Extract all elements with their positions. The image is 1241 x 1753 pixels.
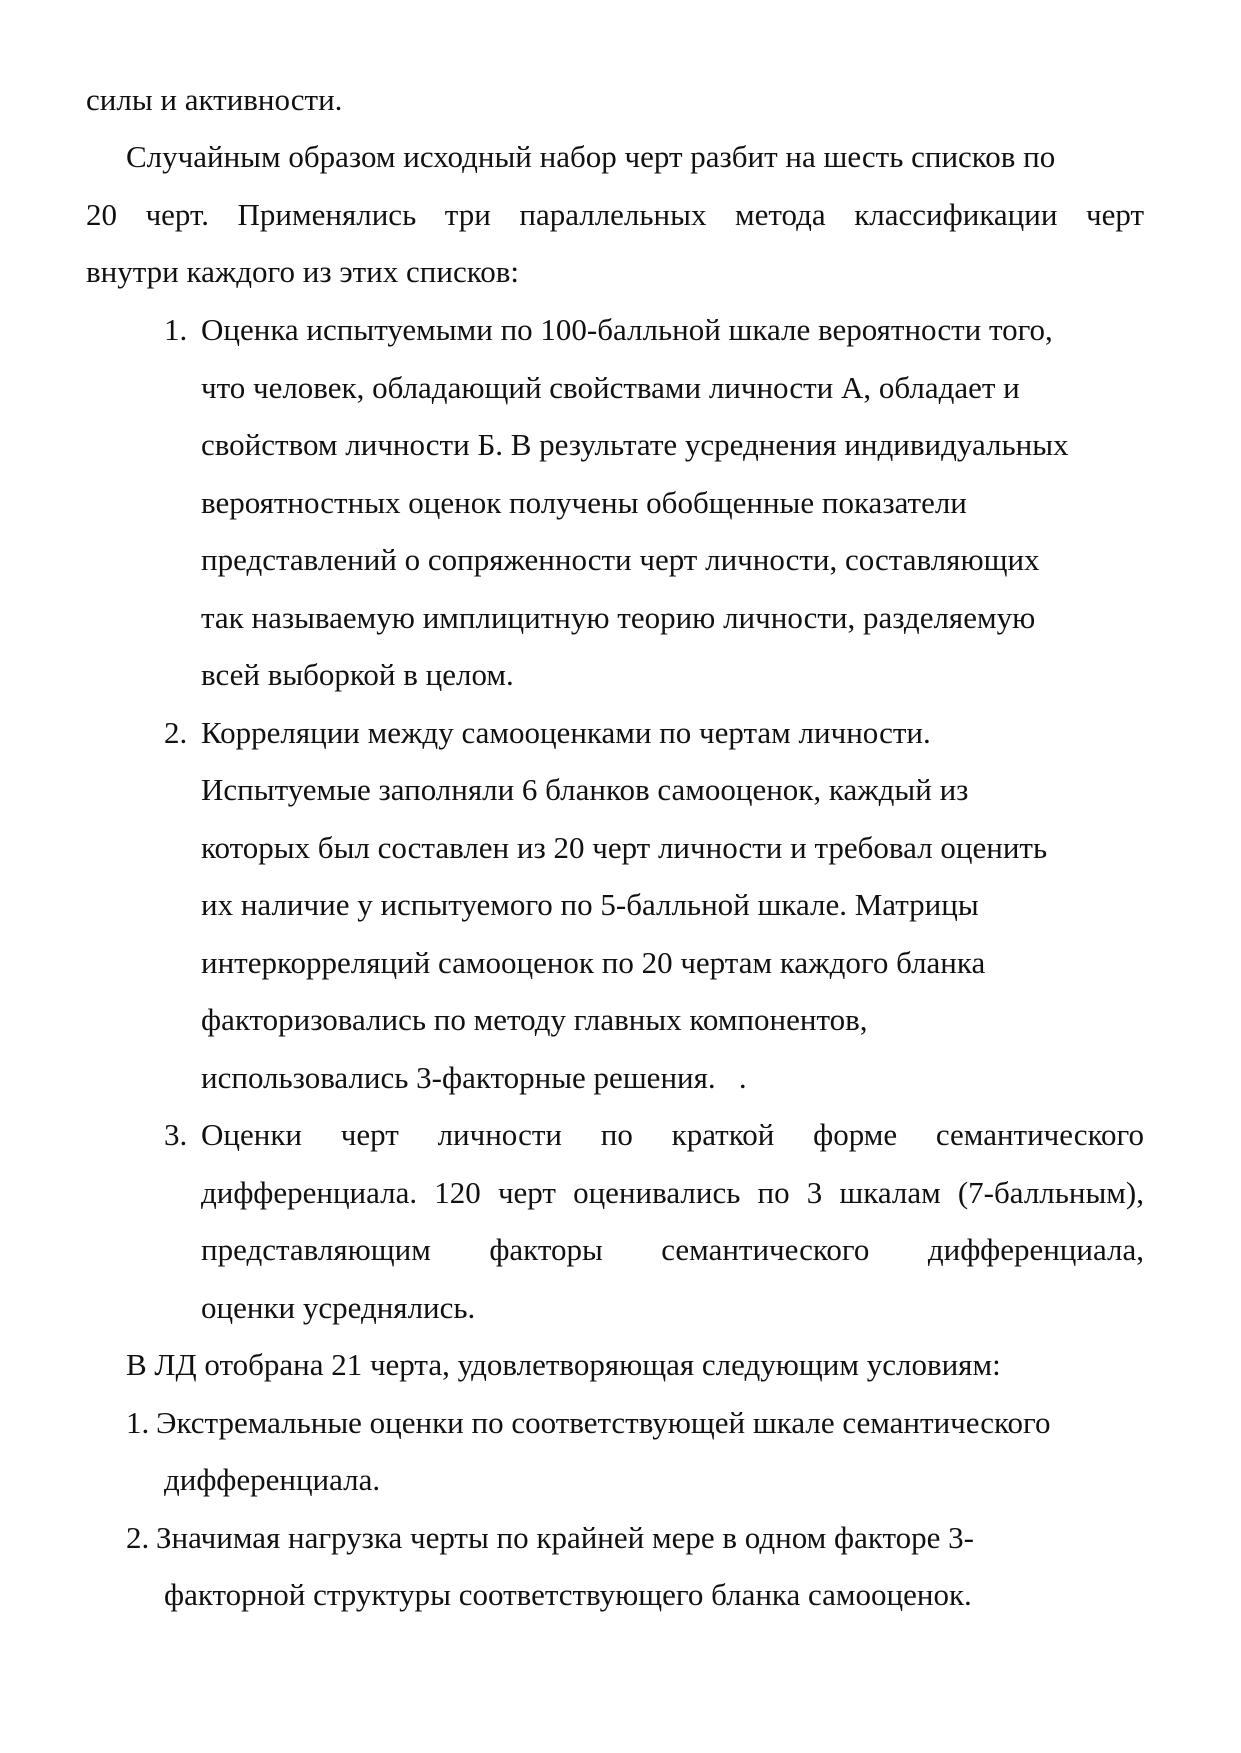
method-2-line: которых был составлен из 20 черт личности и требовал оценить: [201, 830, 1048, 865]
method-2-number: 2.: [164, 715, 188, 750]
intro-para-line-2: 20 черт. Применялись три параллельных метода классификации черт: [86, 197, 1144, 232]
condition-2-number: 2.: [126, 1520, 150, 1555]
method-2-line: интеркорреляций самооценок по 20 чертам каждого бланка: [201, 945, 986, 980]
condition-1-line: дифференциала.: [164, 1462, 381, 1497]
method-1-line: так называемую имплицитную теорию личности, разделяемую: [201, 600, 1036, 635]
method-1-line: что человек, обладающий свойствами личности А, обладает и: [201, 370, 1020, 405]
condition-2-line: факторной структуры соответствующего бланка самооценок.: [164, 1577, 972, 1612]
method-3-line: оценки усреднялись.: [201, 1290, 476, 1325]
method-3-line: дифференциала. 120 черт оценивались по 3 шкалам (7-балльным),: [201, 1175, 1144, 1210]
method-2-line: факторизовались по методу главных компонентов,: [201, 1002, 868, 1037]
method-1-line: представлений о сопряженности черт личности, составляющих: [201, 542, 1040, 577]
method-1-line: свойством личности Б. В результате усреднения индивидуальных: [201, 427, 1069, 462]
condition-1-line: Экстремальные оценки по соответствующей шкале семантического: [156, 1405, 1051, 1440]
selection-intro: В ЛД отобрана 21 черта, удовлетворяющая следующим условиям:: [126, 1347, 1001, 1382]
intro-para-line-1: Случайным образом исходный набор черт разбит на шесть списков по: [126, 139, 1056, 174]
method-1-line: всей выборкой в целом.: [201, 657, 514, 692]
method-1-line: Оценка испытуемыми по 100-балльной шкале вероятности того,: [201, 312, 1053, 347]
intro-para-line-3: внутри каждого из этих списков:: [86, 254, 519, 289]
method-2-line: Корреляции между самооценками по чертам личности.: [201, 715, 931, 750]
method-2-line: их наличие у испытуемого по 5-балльной шкале. Матрицы: [201, 887, 979, 922]
method-3-number: 3.: [164, 1117, 188, 1152]
method-3-line: Оценки черт личности по краткой форме семантического: [201, 1117, 1144, 1152]
method-3-line: представляющим факторы семантического дифференциала,: [201, 1232, 1144, 1267]
method-2-line: Испытуемые заполняли 6 бланков самооценок, каждый из: [201, 772, 969, 807]
condition-2-line: Значимая нагрузка черты по крайней мере в одном факторе 3-: [156, 1520, 974, 1555]
condition-1-number: 1.: [126, 1405, 150, 1440]
intro-line-1: силы и активности.: [86, 82, 343, 117]
method-1-number: 1.: [164, 312, 188, 347]
method-2-line: использовались 3-факторные решения. .: [201, 1060, 747, 1095]
method-1-line: вероятностных оценок получены обобщенные показатели: [201, 485, 967, 520]
